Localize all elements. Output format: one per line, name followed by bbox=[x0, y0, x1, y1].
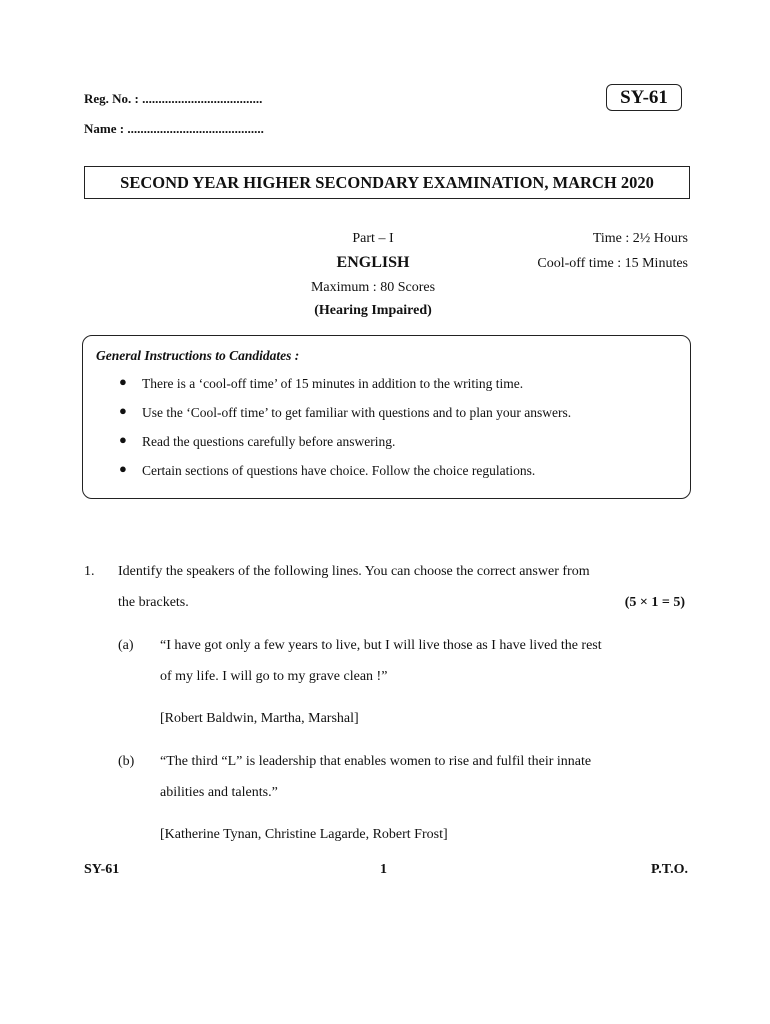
reg-no-field: Reg. No. : ..................................... bbox=[84, 91, 263, 106]
instruction-text: Read the questions carefully before answering. bbox=[142, 434, 396, 449]
subquestion-b-options: [Katherine Tynan, Christine Lagarde, Robert Frost] bbox=[160, 827, 448, 842]
instruction-text: Certain sections of questions have choice. Follow the choice regulations. bbox=[142, 463, 536, 478]
instruction-item bbox=[83, 463, 690, 492]
instruction-item bbox=[83, 376, 690, 405]
footer-paper-code: SY-61 bbox=[84, 862, 120, 877]
paper-time: Time : 2½ Hours bbox=[592, 231, 688, 246]
instruction-text: Use the ‘Cool-off time’ to get familiar with questions and to plan your answers. bbox=[142, 405, 572, 420]
bullet-icon: ● bbox=[119, 432, 127, 447]
instructions-heading: General Instructions to Candidates : bbox=[96, 348, 300, 363]
paper-part: Part – I bbox=[352, 231, 394, 246]
subquestion-a-label: (a) bbox=[118, 638, 134, 653]
footer-pto: P.T.O. bbox=[651, 862, 688, 877]
paper-code-badge: SY-61 bbox=[606, 84, 682, 111]
name-field: Name : .......................................... bbox=[84, 121, 264, 136]
bullet-icon: ● bbox=[119, 461, 127, 476]
subquestion-b-label: (b) bbox=[118, 754, 135, 769]
question-text-line1: Identify the speakers of the following lines. You can choose the correct answer from bbox=[118, 564, 590, 579]
subquestion-b-line1: “The third “L” is leadership that enables women to rise and fulfil their innate bbox=[160, 754, 592, 769]
instructions-box bbox=[82, 335, 691, 499]
bullet-icon: ● bbox=[119, 403, 127, 418]
paper-cool-off-time: Cool-off time : 15 Minutes bbox=[537, 256, 688, 271]
instruction-item bbox=[83, 434, 690, 463]
subquestion-b-line2: abilities and talents.” bbox=[160, 785, 278, 800]
exam-title: SECOND YEAR HIGHER SECONDARY EXAMINATION, MARCH 2020 bbox=[84, 166, 690, 199]
bullet-icon: ● bbox=[119, 374, 127, 389]
paper-category: (Hearing Impaired) bbox=[314, 303, 432, 318]
subquestion-a-line2: of my life. I will go to my grave clean !” bbox=[160, 669, 388, 684]
instruction-text: There is a ‘cool-off time’ of 15 minutes in addition to the writing time. bbox=[142, 376, 524, 391]
subquestion-a-line1: “I have got only a few years to live, but I will live those as I have lived the rest bbox=[160, 638, 602, 653]
question-marks: (5 × 1 = 5) bbox=[624, 595, 685, 610]
paper-subject: ENGLISH bbox=[336, 254, 410, 271]
footer-page-number: 1 bbox=[380, 862, 387, 877]
instructions-list bbox=[83, 376, 690, 492]
subquestion-a-options: [Robert Baldwin, Martha, Marshal] bbox=[160, 711, 359, 726]
instruction-item bbox=[83, 405, 690, 434]
question-text-line2: the brackets. bbox=[118, 595, 189, 610]
question-number: 1. bbox=[84, 564, 95, 579]
paper-maximum-scores: Maximum : 80 Scores bbox=[310, 280, 436, 295]
